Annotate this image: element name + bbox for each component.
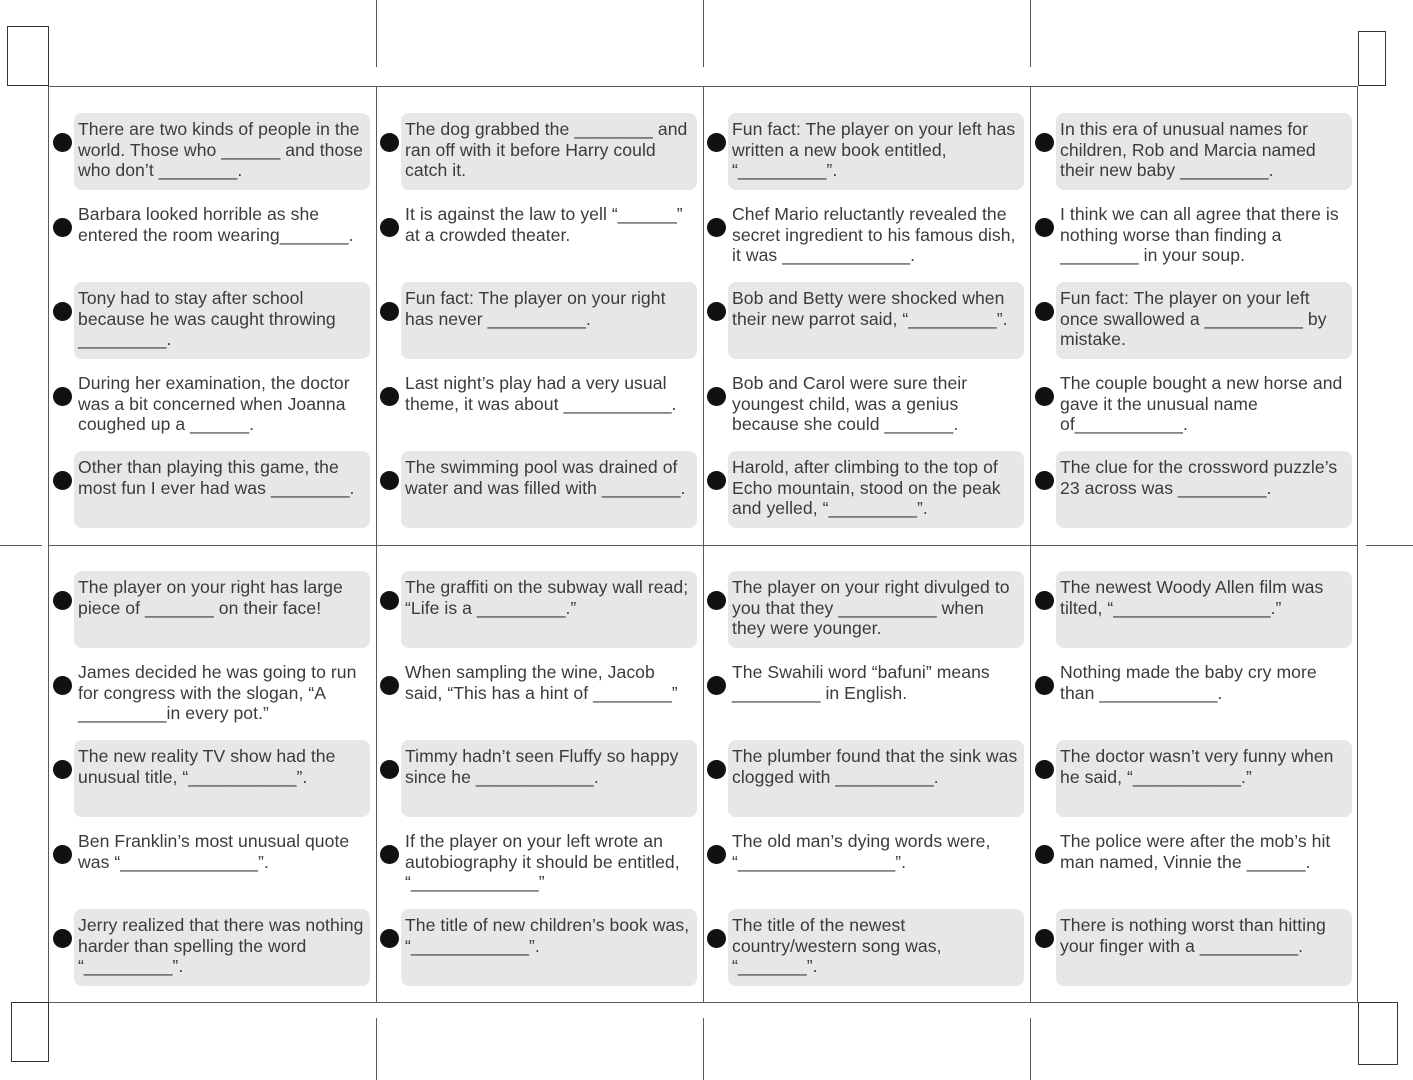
prompt-card: [401, 656, 697, 733]
prompt-card: [1056, 451, 1352, 528]
top-crop-mark-2: [703, 0, 704, 67]
bullet-dot-icon: [707, 845, 726, 864]
prompt-text: Nothing made the baby cry more than ____________.: [1060, 662, 1317, 703]
prompt-card: [1056, 113, 1352, 190]
bottom-crop-mark-3: [1030, 1018, 1031, 1080]
prompt-card: [401, 113, 697, 190]
prompt-text: Bob and Betty were shocked when their new parrot said, “_________”.: [732, 288, 1008, 329]
prompt-text: The plumber found that the sink was clogged with __________.: [732, 746, 1018, 787]
bullet-dot-icon: [1035, 133, 1054, 152]
bullet-dot-icon: [1035, 387, 1054, 406]
bullet-dot-icon: [53, 929, 72, 948]
prompt-text: The old man’s dying words were, “________________”.: [732, 831, 991, 872]
bullet-dot-icon: [380, 676, 399, 695]
prompt-text: The new reality TV show had the unusual title, “___________”.: [78, 746, 336, 787]
prompt-text: The Swahili word “bafuni” means _________ in English.: [732, 662, 990, 703]
prompt-card: [74, 113, 370, 190]
prompt-text: The player on your right has large piece of _______ on their face!: [78, 577, 343, 618]
bullet-dot-icon: [380, 133, 399, 152]
prompt-card: [401, 909, 697, 986]
bullet-dot-icon: [707, 302, 726, 321]
bullet-dot-icon: [707, 471, 726, 490]
prompt-card: [74, 198, 370, 275]
prompt-text: The doctor wasn’t very funny when he said, “___________.”: [1060, 746, 1334, 787]
prompt-text: The couple bought a new horse and gave it the unusual name of___________.: [1060, 373, 1343, 435]
bullet-dot-icon: [1035, 218, 1054, 237]
prompt-card: [401, 282, 697, 359]
prompt-card: [74, 571, 370, 648]
prompt-card: [74, 451, 370, 528]
prompt-card: [728, 571, 1024, 648]
bullet-dot-icon: [707, 760, 726, 779]
bullet-dot-icon: [1035, 676, 1054, 695]
prompt-text: The swimming pool was drained of water and was filled with ________.: [405, 457, 686, 498]
prompt-text: It is against the law to yell “______” at a crowded theater.: [405, 204, 683, 245]
prompt-text: The graffiti on the subway wall read; “Life is a _________.”: [405, 577, 689, 618]
right-border-line: [1357, 86, 1358, 1002]
prompt-text: Bob and Carol were sure their youngest child, was a genius because she could _______.: [732, 373, 968, 435]
bullet-dot-icon: [380, 387, 399, 406]
bullet-dot-icon: [53, 676, 72, 695]
prompt-text: In this era of unusual names for children, Rob and Marcia named their new baby _________.: [1060, 119, 1316, 181]
registration-mark-bottom-right: [1358, 1002, 1398, 1065]
prompt-text: Fun fact: The player on your left once swallowed a __________ by mistake.: [1060, 288, 1327, 350]
prompt-card: [1056, 367, 1352, 444]
prompt-text: The title of the newest country/western song was, “_______”.: [732, 915, 942, 977]
prompt-text: Chef Mario reluctantly revealed the secret ingredient to his famous dish, it was _____________.: [732, 204, 1016, 266]
bullet-dot-icon: [53, 133, 72, 152]
prompt-card: [728, 113, 1024, 190]
prompt-card: [728, 198, 1024, 275]
prompt-card: [74, 740, 370, 817]
bullet-dot-icon: [380, 929, 399, 948]
top-crop-mark-1: [376, 0, 377, 67]
prompt-card: [74, 367, 370, 444]
bullet-dot-icon: [1035, 760, 1054, 779]
registration-mark-top-left: [7, 26, 49, 86]
prompt-card: [401, 198, 697, 275]
prompt-text: The dog grabbed the ________ and ran off with it before Harry could catch it.: [405, 119, 688, 181]
left-crop-mark: [0, 545, 42, 546]
prompt-card: [74, 825, 370, 902]
prompt-text: During her examination, the doctor was a bit concerned when Joanna coughed up a ______.: [78, 373, 350, 435]
bullet-dot-icon: [380, 302, 399, 321]
prompt-text: The player on your right divulged to you that they __________ when they were younger.: [732, 577, 1010, 639]
prompt-text: James decided he was going to run for congress with the slogan, “A _________in every pot.”: [78, 662, 357, 724]
bullet-dot-icon: [53, 387, 72, 406]
bullet-dot-icon: [1035, 845, 1054, 864]
prompt-card: [728, 909, 1024, 986]
bullet-dot-icon: [380, 591, 399, 610]
registration-mark-top-right: [1358, 31, 1386, 86]
prompt-card: [1056, 571, 1352, 648]
bullet-dot-icon: [53, 760, 72, 779]
bullet-dot-icon: [707, 929, 726, 948]
prompt-card: [1056, 909, 1352, 986]
bullet-dot-icon: [1035, 591, 1054, 610]
bullet-dot-icon: [707, 218, 726, 237]
left-border-line: [48, 86, 49, 1002]
bullet-dot-icon: [53, 591, 72, 610]
prompt-text: I think we can all agree that there is nothing worse than finding a ________ in your soup.: [1060, 204, 1339, 266]
prompt-card: [401, 825, 697, 902]
prompt-text: Jerry realized that there was nothing harder than spelling the word “_________”.: [78, 915, 364, 977]
prompt-card: [74, 282, 370, 359]
prompt-card: [401, 451, 697, 528]
prompt-card: [1056, 825, 1352, 902]
prompt-text: Timmy hadn’t seen Fluffy so happy since he ____________.: [405, 746, 679, 787]
column-divider-1: [376, 86, 377, 1002]
bullet-dot-icon: [1035, 302, 1054, 321]
prompt-text: The title of new children’s book was, “____________”.: [405, 915, 690, 956]
prompt-card: [1056, 282, 1352, 359]
bottom-crop-mark-2: [703, 1018, 704, 1080]
prompt-text: The police were after the mob’s hit man named, Vinnie the ______.: [1060, 831, 1331, 872]
prompt-card: [728, 740, 1024, 817]
prompt-text: Fun fact: The player on your right has never __________.: [405, 288, 666, 329]
prompt-card: [1056, 740, 1352, 817]
bullet-dot-icon: [380, 845, 399, 864]
prompt-text: Tony had to stay after school because he was caught throwing _________.: [78, 288, 336, 350]
prompt-text: Last night’s play had a very usual theme, it was about ___________.: [405, 373, 677, 414]
prompt-card: [728, 367, 1024, 444]
bullet-dot-icon: [380, 218, 399, 237]
bullet-dot-icon: [53, 302, 72, 321]
prompt-text: There is nothing worst than hitting your finger with a __________.: [1060, 915, 1326, 956]
bottom-crop-mark-1: [376, 1018, 377, 1080]
prompt-text: There are two kinds of people in the world. Those who ______ and those who don’t ________.: [78, 119, 363, 181]
prompt-text: Fun fact: The player on your left has written a new book entitled, “_________”.: [732, 119, 1016, 181]
prompt-text: When sampling the wine, Jacob said, “This has a hint of ________”: [405, 662, 678, 703]
right-crop-mark: [1366, 545, 1413, 546]
top-crop-mark-3: [1030, 0, 1031, 67]
prompt-text: Other than playing this game, the most fun I ever had was ________.: [78, 457, 355, 498]
prompt-text: If the player on your left wrote an autobiography it should be entitled, “_____________”: [405, 831, 680, 893]
registration-mark-bottom-left: [11, 1002, 49, 1062]
bullet-dot-icon: [707, 387, 726, 406]
prompt-card: [1056, 198, 1352, 275]
prompt-card: [401, 740, 697, 817]
prompt-card: [1056, 656, 1352, 733]
prompt-text: Barbara looked horrible as she entered the room wearing_______.: [78, 204, 354, 245]
column-divider-2: [703, 86, 704, 1002]
prompt-card: [728, 282, 1024, 359]
prompt-text: The newest Woody Allen film was tilted, “________________.”: [1060, 577, 1324, 618]
prompt-card: [401, 367, 697, 444]
bullet-dot-icon: [707, 676, 726, 695]
prompt-card: [74, 656, 370, 733]
prompt-card: [728, 451, 1024, 528]
bullet-dot-icon: [53, 218, 72, 237]
bullet-dot-icon: [53, 845, 72, 864]
prompt-card: [728, 825, 1024, 902]
column-divider-3: [1030, 86, 1031, 1002]
prompt-card: [728, 656, 1024, 733]
bottom-border-line: [48, 1002, 1358, 1003]
prompt-text: Harold, after climbing to the top of Echo mountain, stood on the peak and yelled, “_________”.: [732, 457, 1001, 519]
prompt-text: The clue for the crossword puzzle’s 23 across was _________.: [1060, 457, 1338, 498]
bullet-dot-icon: [707, 133, 726, 152]
prompt-text: Ben Franklin’s most unusual quote was “______________”.: [78, 831, 350, 872]
bullet-dot-icon: [1035, 929, 1054, 948]
bullet-dot-icon: [707, 591, 726, 610]
bullet-dot-icon: [380, 471, 399, 490]
bullet-dot-icon: [380, 760, 399, 779]
prompt-card: [74, 909, 370, 986]
bullet-dot-icon: [1035, 471, 1054, 490]
bullet-dot-icon: [53, 471, 72, 490]
prompt-card: [401, 571, 697, 648]
